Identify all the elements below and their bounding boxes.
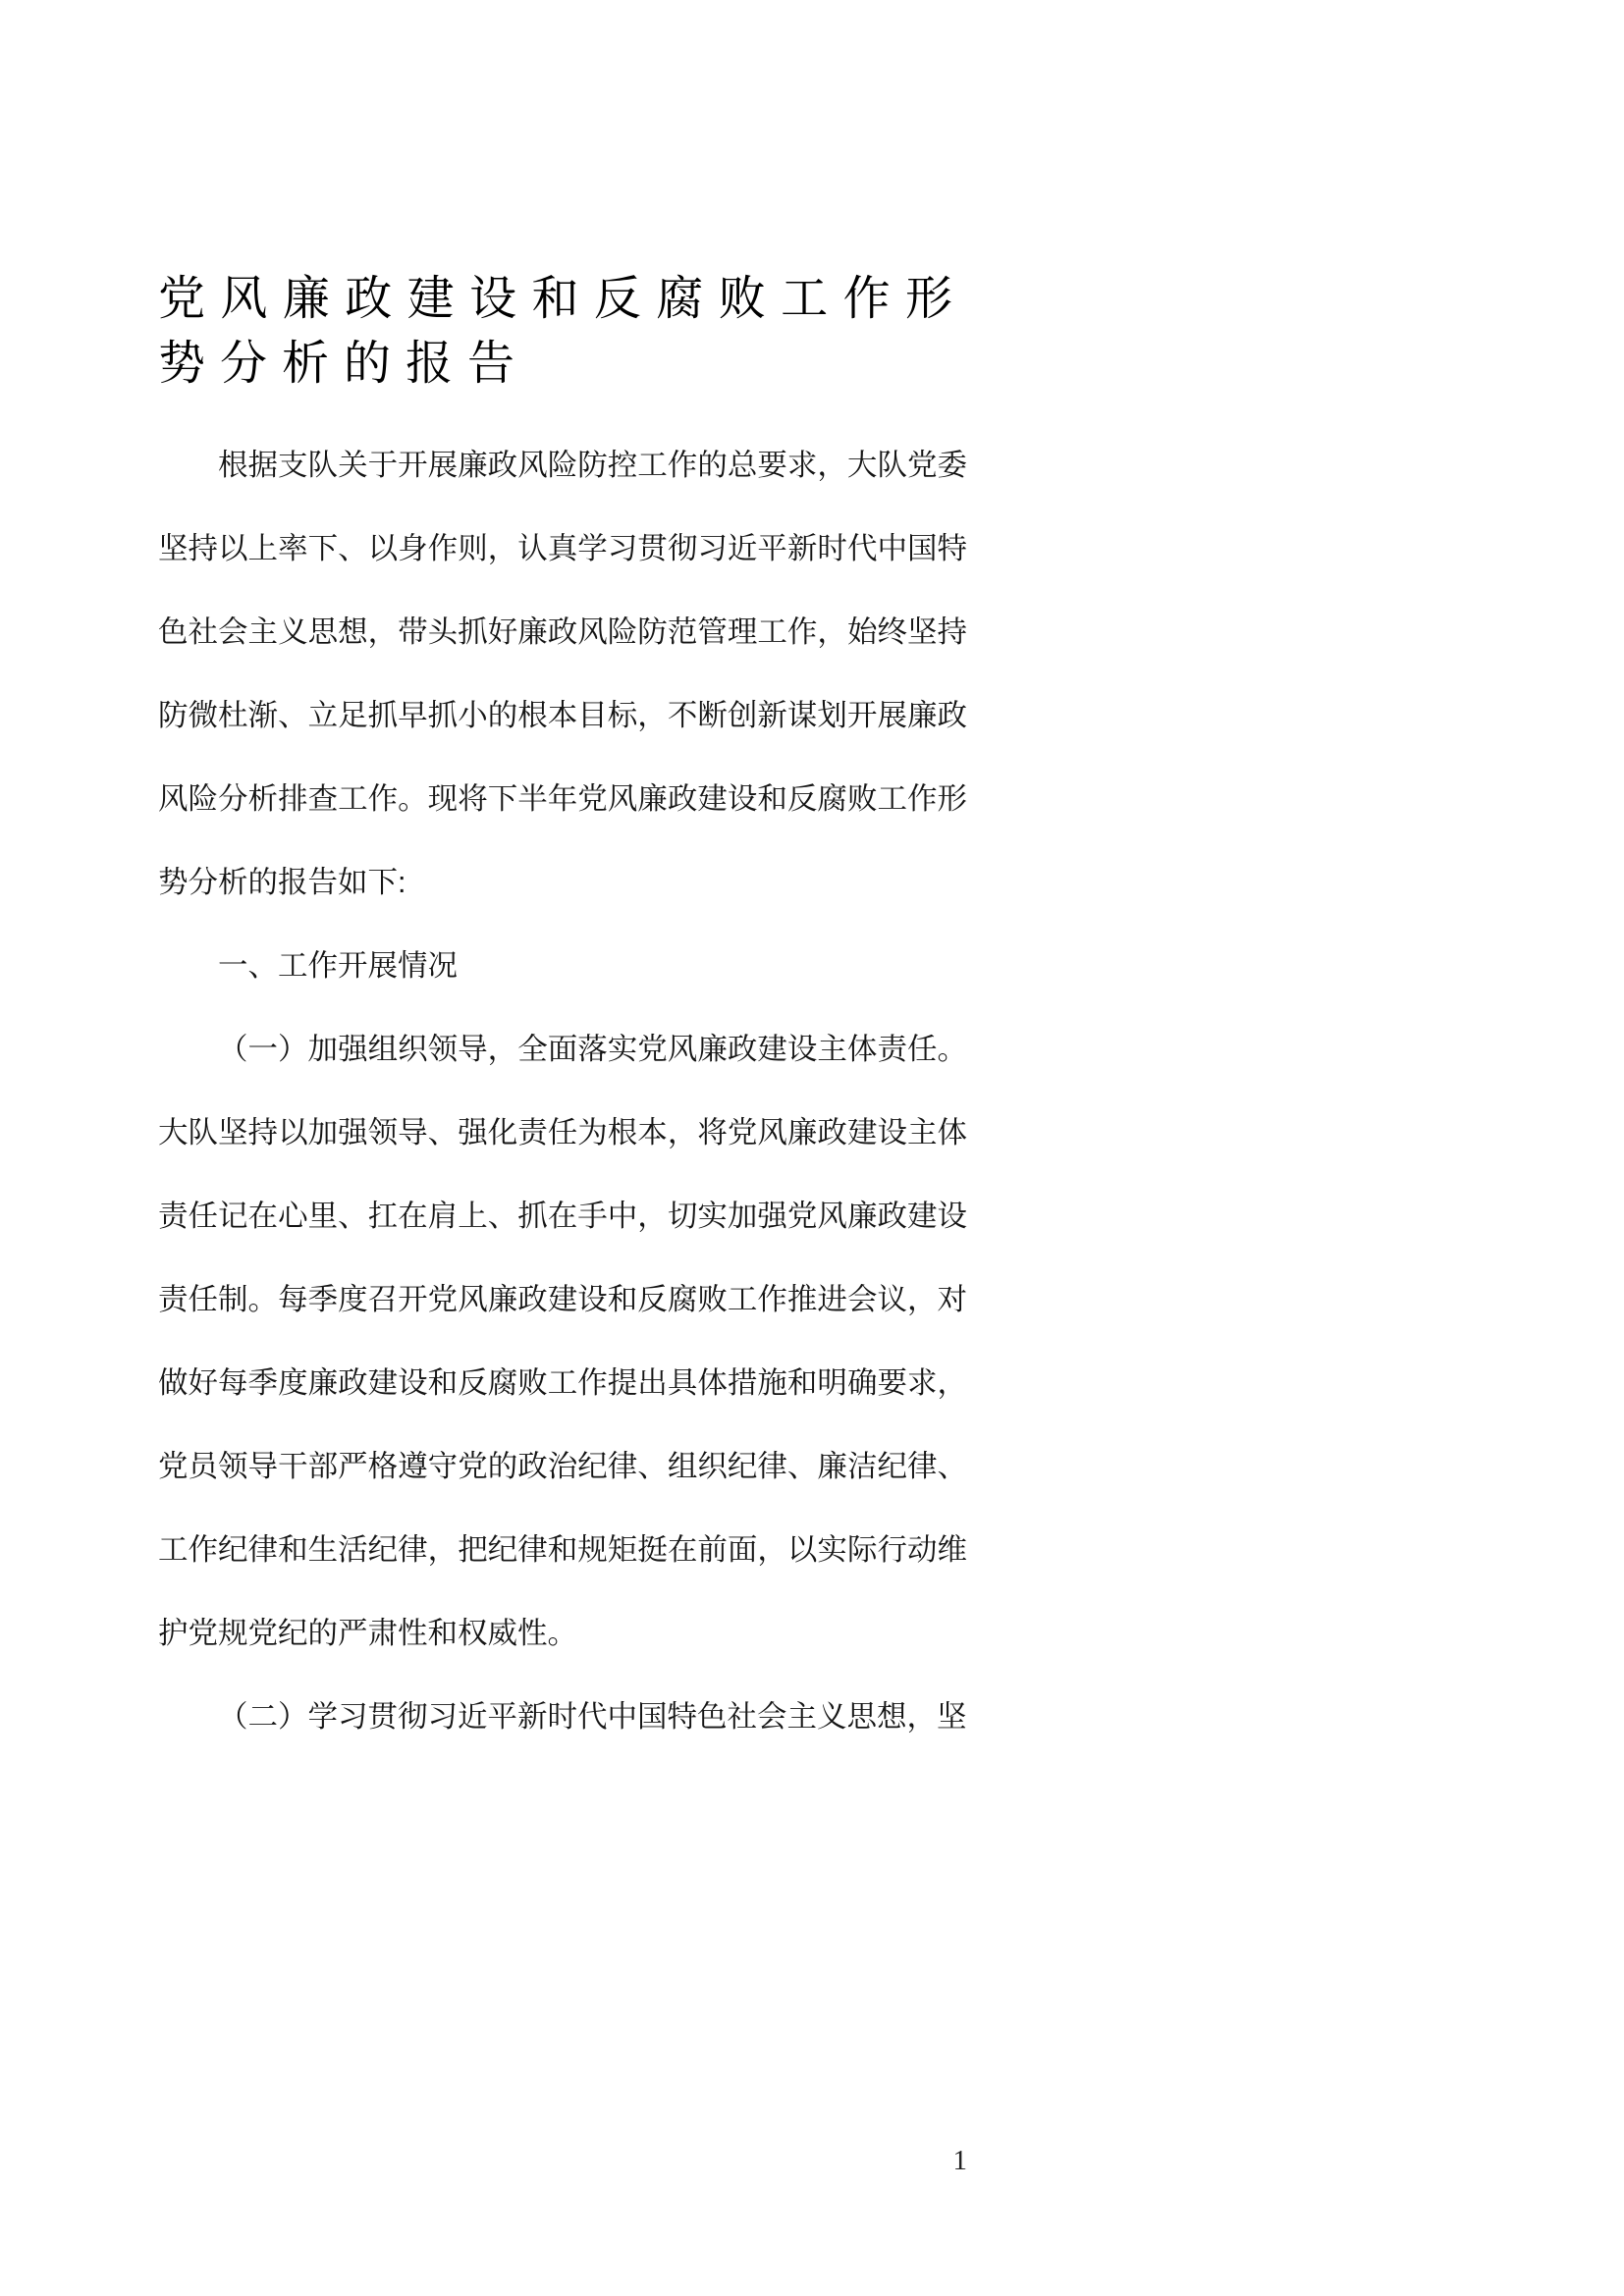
paragraph-section-two: （二）学习贯彻习近平新时代中国特色社会主义思想，坚 [218,1700,967,1734]
document-title: 党风廉政建设和反腐败工作形势分析的报告 [158,273,967,390]
section-heading: 一、工作开展情况 [218,949,458,983]
document-body [158,424,967,1759]
document-content [158,267,967,1759]
paragraph-section-one: （一）加强组织领导，全面落实党风廉政建设主体责任。大队坚持以加强领导、强化责任为根本，将党风廉政建设主体责任记在心里、扛在肩上、抓在手中，切实加强党风廉政建设责任制。每季度召开党风廉政建设和反腐败工作推进会议，对做好每季度廉政建设和反腐败工作提出具体措施和明确要求，党员领导干部严格遵守党的政治纪律、组织纪律、廉洁纪律、工作纪律和生活纪律，把纪律和规矩挺在前面，以实际行动维护党规党纪的严肃性和权威性。 [158,1033,967,1650]
paragraph-intro: 根据支队关于开展廉政风险防控工作的总要求，大队党委坚持以上率下、以身作则，认真学习贯彻习近平新时代中国特色社会主义思想，带头抓好廉政风险防范管理工作，始终坚持防微杜渐、立足抓早抓小的根本目标，不断创新谋划开展廉政风险分析排查工作。现将下半年党风廉政建设和反腐败工作形势分析的报告如下: [158,449,967,899]
page-number: 1 [952,2145,967,2176]
